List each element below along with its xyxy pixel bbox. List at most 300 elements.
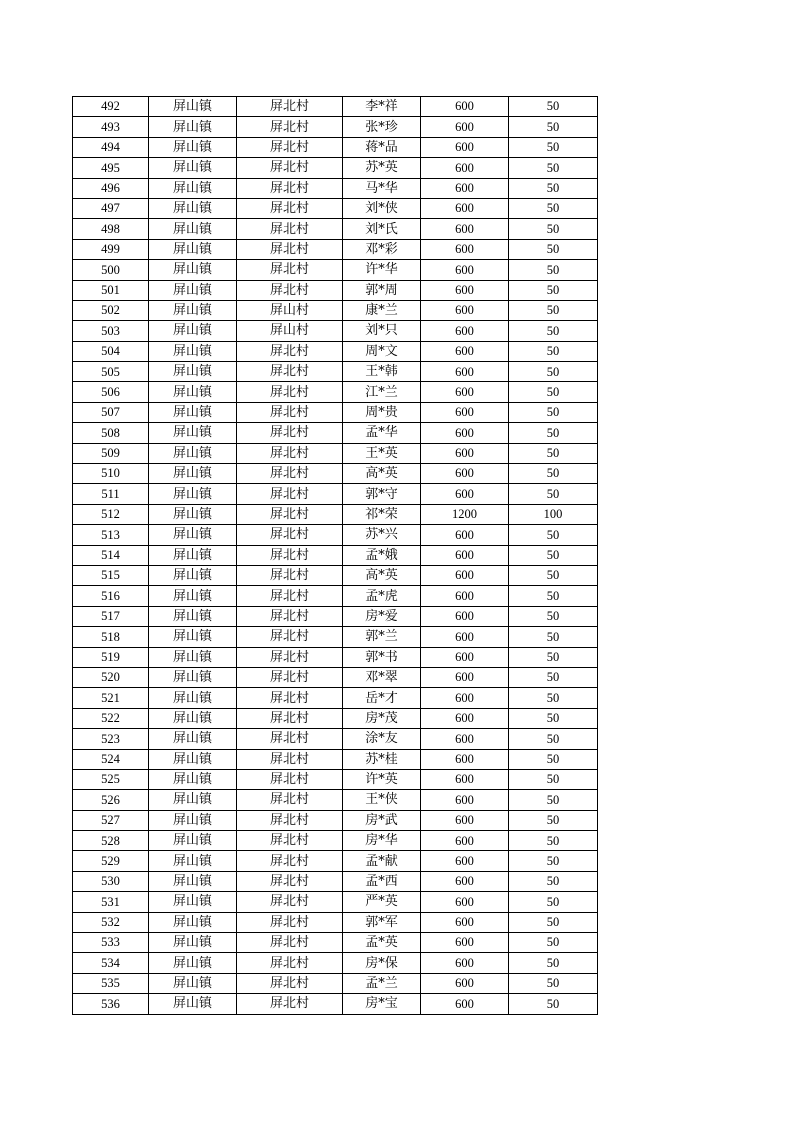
village-cell: 屏北村 [237,708,343,728]
village-cell: 屏北村 [237,464,343,484]
sub-amount-cell: 50 [509,851,598,871]
name-cell: 苏*兴 [343,525,421,545]
village-cell: 屏北村 [237,97,343,117]
town-cell: 屏山镇 [149,647,237,667]
table-row [73,994,598,1014]
town-cell: 屏山镇 [149,831,237,851]
row-number-cell: 534 [73,953,149,973]
amount-cell: 600 [421,647,509,667]
table-row [73,321,598,341]
village-cell: 屏北村 [237,362,343,382]
amount-cell: 600 [421,484,509,504]
village-cell: 屏北村 [237,198,343,218]
name-cell: 刘*只 [343,321,421,341]
sub-amount-cell: 50 [509,606,598,626]
amount-cell: 600 [421,667,509,687]
village-cell: 屏山村 [237,300,343,320]
town-cell: 屏山镇 [149,300,237,320]
town-cell: 屏山镇 [149,565,237,585]
name-cell: 严*英 [343,892,421,912]
row-number-cell: 525 [73,769,149,789]
table-row [73,973,598,993]
table-row [73,443,598,463]
row-number-cell: 501 [73,280,149,300]
town-cell: 屏山镇 [149,443,237,463]
amount-cell: 600 [421,382,509,402]
name-cell: 房*宝 [343,994,421,1014]
village-cell: 屏北村 [237,423,343,443]
village-cell: 屏北村 [237,790,343,810]
row-number-cell: 496 [73,178,149,198]
amount-cell: 600 [421,994,509,1014]
name-cell: 刘*氏 [343,219,421,239]
town-cell: 屏山镇 [149,871,237,891]
town-cell: 屏山镇 [149,810,237,830]
sub-amount-cell: 50 [509,892,598,912]
amount-cell: 600 [421,586,509,606]
amount-cell: 600 [421,892,509,912]
town-cell: 屏山镇 [149,321,237,341]
town-cell: 屏山镇 [149,137,237,157]
village-cell: 屏北村 [237,729,343,749]
table-row [73,688,598,708]
sub-amount-cell: 50 [509,810,598,830]
name-cell: 苏*英 [343,158,421,178]
amount-cell: 600 [421,362,509,382]
name-cell: 周*贵 [343,402,421,422]
name-cell: 王*韩 [343,362,421,382]
row-number-cell: 503 [73,321,149,341]
row-number-cell: 505 [73,362,149,382]
table-row [73,97,598,117]
village-cell: 屏北村 [237,994,343,1014]
row-number-cell: 500 [73,260,149,280]
table-row [73,831,598,851]
name-cell: 孟*献 [343,851,421,871]
sub-amount-cell: 50 [509,647,598,667]
name-cell: 康*兰 [343,300,421,320]
amount-cell: 600 [421,97,509,117]
row-number-cell: 521 [73,688,149,708]
row-number-cell: 527 [73,810,149,830]
town-cell: 屏山镇 [149,464,237,484]
amount-cell: 600 [421,769,509,789]
row-number-cell: 497 [73,198,149,218]
name-cell: 孟*华 [343,423,421,443]
row-number-cell: 519 [73,647,149,667]
village-cell: 屏北村 [237,749,343,769]
village-cell: 屏北村 [237,810,343,830]
row-number-cell: 495 [73,158,149,178]
name-cell: 蒋*品 [343,137,421,157]
village-cell: 屏北村 [237,973,343,993]
table-row [73,769,598,789]
sub-amount-cell: 50 [509,912,598,932]
sub-amount-cell: 50 [509,117,598,137]
name-cell: 马*华 [343,178,421,198]
sub-amount-cell: 50 [509,300,598,320]
table-row [73,504,598,524]
amount-cell: 600 [421,729,509,749]
table-row [73,810,598,830]
town-cell: 屏山镇 [149,362,237,382]
amount-cell: 600 [421,565,509,585]
row-number-cell: 509 [73,443,149,463]
sub-amount-cell: 50 [509,994,598,1014]
village-cell: 屏北村 [237,443,343,463]
town-cell: 屏山镇 [149,504,237,524]
name-cell: 苏*桂 [343,749,421,769]
table-row [73,871,598,891]
town-cell: 屏山镇 [149,973,237,993]
village-cell: 屏北村 [237,627,343,647]
amount-cell: 600 [421,178,509,198]
table-row [73,933,598,953]
sub-amount-cell: 50 [509,749,598,769]
row-number-cell: 498 [73,219,149,239]
table-row [73,565,598,585]
village-cell: 屏北村 [237,565,343,585]
name-cell: 刘*侠 [343,198,421,218]
row-number-cell: 506 [73,382,149,402]
amount-cell: 600 [421,688,509,708]
sub-amount-cell: 50 [509,280,598,300]
table-row [73,260,598,280]
village-cell: 屏北村 [237,178,343,198]
table-row [73,219,598,239]
sub-amount-cell: 50 [509,545,598,565]
amount-cell: 600 [421,423,509,443]
table-row [73,464,598,484]
amount-cell: 600 [421,953,509,973]
name-cell: 孟*西 [343,871,421,891]
name-cell: 高*英 [343,565,421,585]
town-cell: 屏山镇 [149,198,237,218]
name-cell: 邓*翠 [343,667,421,687]
amount-cell: 600 [421,137,509,157]
name-cell: 房*保 [343,953,421,973]
town-cell: 屏山镇 [149,239,237,259]
village-cell: 屏北村 [237,504,343,524]
row-number-cell: 504 [73,341,149,361]
row-number-cell: 516 [73,586,149,606]
sub-amount-cell: 50 [509,402,598,422]
amount-cell: 600 [421,117,509,137]
town-cell: 屏山镇 [149,423,237,443]
table-row [73,790,598,810]
name-cell: 房*茂 [343,708,421,728]
table-row [73,423,598,443]
village-cell: 屏北村 [237,851,343,871]
village-cell: 屏北村 [237,831,343,851]
town-cell: 屏山镇 [149,382,237,402]
amount-cell: 600 [421,402,509,422]
village-cell: 屏山村 [237,321,343,341]
sub-amount-cell: 50 [509,769,598,789]
town-cell: 屏山镇 [149,953,237,973]
row-number-cell: 535 [73,973,149,993]
village-cell: 屏北村 [237,647,343,667]
town-cell: 屏山镇 [149,790,237,810]
row-number-cell: 493 [73,117,149,137]
town-cell: 屏山镇 [149,933,237,953]
sub-amount-cell: 50 [509,586,598,606]
town-cell: 屏山镇 [149,178,237,198]
name-cell: 孟*娥 [343,545,421,565]
row-number-cell: 518 [73,627,149,647]
name-cell: 许*华 [343,260,421,280]
town-cell: 屏山镇 [149,586,237,606]
row-number-cell: 529 [73,851,149,871]
table-row [73,647,598,667]
row-number-cell: 536 [73,994,149,1014]
name-cell: 郭*兰 [343,627,421,647]
village-cell: 屏北村 [237,953,343,973]
village-cell: 屏北村 [237,382,343,402]
town-cell: 屏山镇 [149,341,237,361]
name-cell: 房*武 [343,810,421,830]
town-cell: 屏山镇 [149,525,237,545]
amount-cell: 600 [421,912,509,932]
town-cell: 屏山镇 [149,769,237,789]
amount-cell: 600 [421,464,509,484]
sub-amount-cell: 50 [509,219,598,239]
row-number-cell: 532 [73,912,149,932]
village-cell: 屏北村 [237,912,343,932]
village-cell: 屏北村 [237,402,343,422]
sub-amount-cell: 50 [509,321,598,341]
sub-amount-cell: 50 [509,525,598,545]
amount-cell: 600 [421,606,509,626]
table-row [73,892,598,912]
table-row [73,851,598,871]
sub-amount-cell: 50 [509,239,598,259]
sub-amount-cell: 50 [509,667,598,687]
village-cell: 屏北村 [237,871,343,891]
sub-amount-cell: 50 [509,831,598,851]
village-cell: 屏北村 [237,525,343,545]
table-row [73,586,598,606]
town-cell: 屏山镇 [149,994,237,1014]
table-row [73,606,598,626]
sub-amount-cell: 50 [509,443,598,463]
amount-cell: 600 [421,831,509,851]
row-number-cell: 514 [73,545,149,565]
village-cell: 屏北村 [237,219,343,239]
village-cell: 屏北村 [237,341,343,361]
town-cell: 屏山镇 [149,749,237,769]
row-number-cell: 502 [73,300,149,320]
table-row [73,402,598,422]
village-cell: 屏北村 [237,769,343,789]
table-row [73,912,598,932]
row-number-cell: 515 [73,565,149,585]
sub-amount-cell: 50 [509,688,598,708]
row-number-cell: 513 [73,525,149,545]
village-cell: 屏北村 [237,606,343,626]
village-cell: 屏北村 [237,280,343,300]
name-cell: 孟*兰 [343,973,421,993]
town-cell: 屏山镇 [149,117,237,137]
amount-cell: 600 [421,280,509,300]
row-number-cell: 512 [73,504,149,524]
sub-amount-cell: 50 [509,137,598,157]
name-cell: 孟*英 [343,933,421,953]
amount-cell: 600 [421,973,509,993]
name-cell: 邓*彩 [343,239,421,259]
table-row [73,300,598,320]
town-cell: 屏山镇 [149,158,237,178]
name-cell: 高*英 [343,464,421,484]
village-cell: 屏北村 [237,688,343,708]
row-number-cell: 528 [73,831,149,851]
amount-cell: 600 [421,321,509,341]
village-cell: 屏北村 [237,117,343,137]
sub-amount-cell: 50 [509,953,598,973]
row-number-cell: 511 [73,484,149,504]
name-cell: 王*侠 [343,790,421,810]
amount-cell: 600 [421,790,509,810]
amount-cell: 600 [421,525,509,545]
town-cell: 屏山镇 [149,892,237,912]
row-number-cell: 524 [73,749,149,769]
sub-amount-cell: 50 [509,178,598,198]
name-cell: 郭*守 [343,484,421,504]
sub-amount-cell: 50 [509,729,598,749]
village-cell: 屏北村 [237,892,343,912]
town-cell: 屏山镇 [149,667,237,687]
town-cell: 屏山镇 [149,912,237,932]
town-cell: 屏山镇 [149,729,237,749]
table-row [73,137,598,157]
table-row [73,953,598,973]
roster-table-body [73,97,598,1015]
village-cell: 屏北村 [237,239,343,259]
name-cell: 郭*周 [343,280,421,300]
town-cell: 屏山镇 [149,280,237,300]
roster-table [72,96,598,1015]
amount-cell: 600 [421,443,509,463]
row-number-cell: 520 [73,667,149,687]
amount-cell: 600 [421,198,509,218]
table-row [73,341,598,361]
sub-amount-cell: 50 [509,708,598,728]
row-number-cell: 533 [73,933,149,953]
table-row [73,627,598,647]
town-cell: 屏山镇 [149,260,237,280]
name-cell: 岳*才 [343,688,421,708]
sub-amount-cell: 50 [509,973,598,993]
sub-amount-cell: 50 [509,260,598,280]
table-row [73,198,598,218]
row-number-cell: 523 [73,729,149,749]
table-row [73,239,598,259]
village-cell: 屏北村 [237,158,343,178]
name-cell: 房*华 [343,831,421,851]
row-number-cell: 492 [73,97,149,117]
village-cell: 屏北村 [237,667,343,687]
name-cell: 郭*书 [343,647,421,667]
sub-amount-cell: 50 [509,790,598,810]
table-row [73,117,598,137]
sub-amount-cell: 50 [509,423,598,443]
name-cell: 涂*友 [343,729,421,749]
town-cell: 屏山镇 [149,545,237,565]
amount-cell: 1200 [421,504,509,524]
name-cell: 王*英 [343,443,421,463]
amount-cell: 600 [421,810,509,830]
name-cell: 房*爱 [343,606,421,626]
row-number-cell: 531 [73,892,149,912]
village-cell: 屏北村 [237,933,343,953]
sub-amount-cell: 50 [509,933,598,953]
town-cell: 屏山镇 [149,688,237,708]
row-number-cell: 507 [73,402,149,422]
town-cell: 屏山镇 [149,97,237,117]
table-row [73,178,598,198]
sub-amount-cell: 50 [509,382,598,402]
row-number-cell: 526 [73,790,149,810]
amount-cell: 600 [421,545,509,565]
name-cell: 周*文 [343,341,421,361]
name-cell: 许*英 [343,769,421,789]
table-row [73,667,598,687]
table-row [73,749,598,769]
amount-cell: 600 [421,239,509,259]
amount-cell: 600 [421,341,509,361]
name-cell: 孟*虎 [343,586,421,606]
amount-cell: 600 [421,627,509,647]
sub-amount-cell: 50 [509,97,598,117]
name-cell: 张*珍 [343,117,421,137]
village-cell: 屏北村 [237,545,343,565]
amount-cell: 600 [421,851,509,871]
row-number-cell: 508 [73,423,149,443]
amount-cell: 600 [421,219,509,239]
table-row [73,280,598,300]
table-row [73,525,598,545]
row-number-cell: 499 [73,239,149,259]
sub-amount-cell: 50 [509,627,598,647]
table-row [73,382,598,402]
row-number-cell: 494 [73,137,149,157]
table-row [73,545,598,565]
amount-cell: 600 [421,933,509,953]
amount-cell: 600 [421,749,509,769]
town-cell: 屏山镇 [149,708,237,728]
sub-amount-cell: 50 [509,158,598,178]
sub-amount-cell: 50 [509,464,598,484]
amount-cell: 600 [421,871,509,891]
sub-amount-cell: 50 [509,198,598,218]
town-cell: 屏山镇 [149,219,237,239]
amount-cell: 600 [421,300,509,320]
village-cell: 屏北村 [237,586,343,606]
name-cell: 李*祥 [343,97,421,117]
table-row [73,708,598,728]
row-number-cell: 522 [73,708,149,728]
town-cell: 屏山镇 [149,484,237,504]
name-cell: 江*兰 [343,382,421,402]
amount-cell: 600 [421,708,509,728]
amount-cell: 600 [421,260,509,280]
village-cell: 屏北村 [237,260,343,280]
village-cell: 屏北村 [237,484,343,504]
amount-cell: 600 [421,158,509,178]
table-row [73,158,598,178]
name-cell: 祁*荣 [343,504,421,524]
name-cell: 郭*军 [343,912,421,932]
